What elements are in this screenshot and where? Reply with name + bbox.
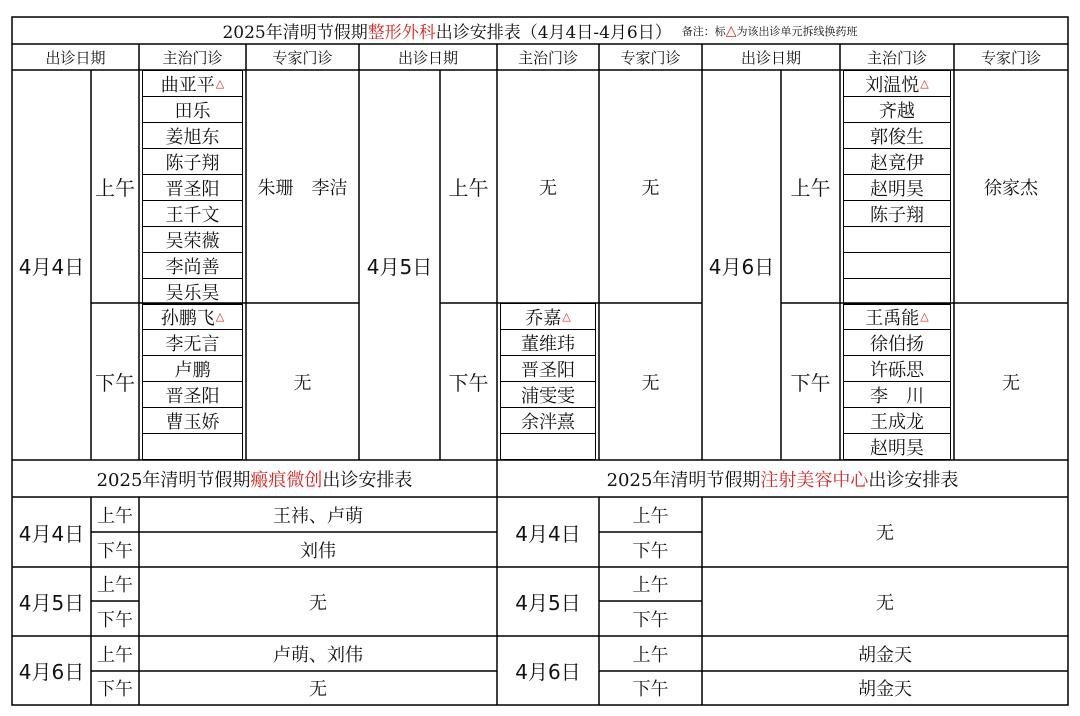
scar-row3-pm-value: 无 [309,679,327,700]
attending-name: 曹玉娇 [165,411,220,433]
scar-row2-merged-value: 无 [309,592,327,614]
attending-name: 李无言 [165,333,220,355]
day2-pm-label: 下午 [448,371,489,395]
attending-name-slot [142,200,243,227]
scar-row2-date: 4月5日 [18,591,85,615]
scar-row1-am-label: 上午 [97,505,133,527]
attending-name-slot [500,355,596,382]
header-expert-2: 专家门诊 [620,48,681,67]
scar-row3-date: 4月6日 [18,660,85,684]
day3-am-label: 上午 [790,176,831,200]
attending-name: 余泮熹 [521,411,575,433]
day1-pm-label: 下午 [95,371,135,395]
attending-name: 陈子翔 [870,204,924,226]
header-attending-1: 主治门诊 [162,48,223,67]
scar-table-title [12,460,497,497]
note-suffix: 为该出诊单元拆线换药班 [736,24,858,38]
attending-name: 刘温悦 [865,74,920,96]
attending-name-slot [142,70,243,97]
attending-name: 李尚善 [165,256,220,278]
attending-name-slot [142,278,243,305]
attending-name: 董维玮 [521,333,575,355]
attending-name-slot [142,122,243,149]
attending-name: 许砾思 [870,359,924,381]
injection-title-dept: 注射美容中心 [760,469,869,491]
day2-am-expert: 无 [641,177,660,199]
scar-row3-pm-label: 下午 [97,679,133,700]
injection-table-title [497,460,1068,497]
day1-am-label: 上午 [95,176,135,200]
day3-am-expert: 徐家杰 [984,177,1038,199]
attending-name-slot [843,200,951,227]
main-title-dept: 整形外科 [367,23,436,43]
attending-name: 陈子翔 [165,152,220,174]
attending-name-slot [142,329,243,356]
inj-row2-date: 4月5日 [515,591,581,615]
day3-pm-expert: 无 [1002,372,1020,394]
header-attending-3: 主治门诊 [866,48,927,67]
attending-name-slot [142,96,243,123]
attending-name-slot [843,433,951,460]
inj-row2-am-label: 上午 [632,575,669,596]
suture-shift-marker: △ [215,77,225,90]
attending-name-slot [142,407,243,434]
attending-name: 晋圣阳 [165,385,220,407]
attending-name-slot [142,381,243,408]
suture-shift-marker: △ [920,77,929,90]
day1-date: 4月4日 [18,254,85,279]
header-date-2: 出诊日期 [397,48,458,67]
attending-name-slot [142,433,243,460]
injection-title-prefix: 2025年清明节假期 [606,469,761,491]
inj-row1-date: 4月4日 [515,521,581,546]
suture-shift-marker: △ [562,310,571,323]
attending-name: 吴荣薇 [165,230,220,252]
attending-name: 吴乐昊 [165,282,220,304]
day1-pm-expert: 无 [293,372,312,394]
attending-name-slot [843,381,951,408]
attending-name-slot [843,174,951,201]
day2-am-attending: 无 [539,177,557,199]
attending-name-slot [142,252,243,279]
day2-pm-expert: 无 [641,372,660,394]
attending-name-slot [142,148,243,175]
scar-title-dept: 瘢痕微创 [250,469,323,491]
main-title-suffix: 出诊安排表（4月4日-4月6日） [435,23,672,43]
attending-name-slot [843,148,951,175]
attending-name-slot [843,303,951,330]
attending-name: 浦雯雯 [521,385,575,407]
attending-name: 王成龙 [870,411,924,433]
day3-pm-label: 下午 [790,371,831,395]
day2-date: 4月5日 [366,254,433,279]
day1-am-expert: 朱珊 李洁 [257,177,348,199]
scar-title-prefix: 2025年清明节假期 [96,469,251,491]
main-title-prefix: 2025年清明节假期 [222,23,368,43]
attending-name-slot [142,355,243,382]
attending-name: 王千文 [165,204,220,226]
day3-date: 4月6日 [708,254,775,279]
scar-row3-am-value: 卢萌、刘伟 [273,644,363,666]
scar-row1-pm-value: 刘伟 [300,540,336,562]
attending-name-slot [843,122,951,149]
header-attending-2: 主治门诊 [517,48,578,67]
inj-row1-pm-label: 下午 [632,540,669,562]
attending-name-slot [500,381,596,408]
attending-name-slot [500,433,596,460]
scar-row1-pm-label: 下午 [97,540,133,562]
inj-row3-pm-value: 胡金天 [858,679,912,700]
header-expert-3: 专家门诊 [980,48,1041,67]
header-expert-1: 专家门诊 [272,48,333,67]
inj-row3-am-value: 胡金天 [858,644,912,666]
scar-row1-am-value: 王祎、卢萌 [273,505,363,527]
attending-name: 晋圣阳 [165,178,220,200]
attending-name-slot [500,407,596,434]
main-title [12,17,1068,44]
attending-name-slot [142,303,243,330]
header-date-1: 出诊日期 [45,48,106,67]
attending-name-slot [843,355,951,382]
attending-name: 李 川 [870,385,924,407]
scar-row3-am-label: 上午 [97,644,133,666]
attending-name-slot [843,226,951,253]
attending-name: 卢鹏 [174,359,211,381]
scar-title-suffix: 出诊安排表 [322,469,413,491]
attending-name-slot [142,226,243,253]
attending-name: 田乐 [174,100,211,122]
attending-name-slot [843,70,951,97]
attending-name-slot [500,329,596,356]
attending-name-slot [142,174,243,201]
attending-name: 徐伯扬 [870,333,924,355]
inj-row3-date: 4月6日 [515,660,581,684]
inj-row1-am-label: 上午 [632,505,669,527]
suture-shift-marker: △ [920,310,929,323]
attending-name: 赵明昊 [870,178,924,200]
note-mark: △ [725,22,737,39]
attending-name: 王禹能 [865,307,920,329]
attending-name-slot [843,278,951,305]
attending-name: 郭俊生 [870,126,924,148]
attending-name: 曲亚平 [160,74,215,96]
note-prefix: 备注：标 [681,24,726,38]
attending-name: 姜旭东 [165,126,220,148]
attending-name: 齐越 [879,100,915,122]
scar-row2-pm-label: 下午 [97,609,133,631]
suture-shift-marker: △ [215,310,225,323]
scar-row2-am-label: 上午 [97,575,133,596]
header-date-3: 出诊日期 [740,48,801,67]
attending-name: 赵明昊 [870,437,924,459]
inj-row3-pm-label: 下午 [632,679,669,700]
attending-name-slot [843,252,951,279]
day2-am-label: 上午 [448,176,489,200]
scar-row1-date: 4月4日 [18,521,85,546]
attending-name-slot [843,329,951,356]
inj-row3-am-label: 上午 [632,644,669,666]
attending-name-slot [500,303,596,330]
inj-row2-pm-label: 下午 [632,609,669,631]
main-note [682,23,858,39]
attending-name: 乔嘉 [525,307,562,329]
inj-row1-merged-value: 无 [876,523,894,544]
attending-name-slot [843,407,951,434]
attending-name: 晋圣阳 [521,359,575,381]
attending-name-slot [843,96,951,123]
injection-title-suffix: 出诊安排表 [868,469,959,491]
attending-name: 孙鹏飞 [160,307,215,329]
attending-name: 赵竟伊 [870,152,924,174]
inj-row2-merged-value: 无 [876,592,894,614]
